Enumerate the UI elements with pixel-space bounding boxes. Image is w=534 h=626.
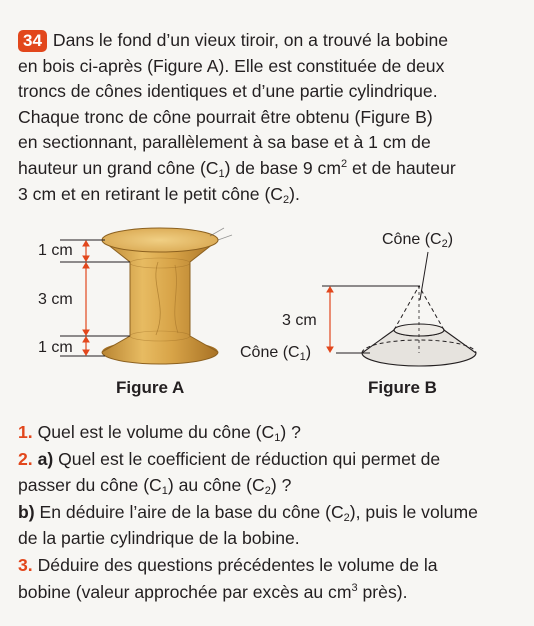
question-3-line-1: 3. Déduire des questions précédentes le volume de la bbox=[18, 554, 438, 575]
intro-line-1: Dans le fond d’un vieux tiroir, on a trouvé la bobine bbox=[52, 30, 449, 50]
figure-a-bobbin bbox=[102, 228, 232, 364]
figure-b-cone-c1-label: Cône $(C_1)$ bbox=[240, 344, 312, 363]
exercise-number-badge: 34 bbox=[18, 30, 47, 52]
figure-b-cone bbox=[336, 252, 476, 366]
intro-line-2: en bois ci-après (Figure A). Elle est constituée de deux bbox=[18, 55, 445, 76]
figure-b-height-label: 3 cm bbox=[282, 312, 317, 329]
figure-a-middle-height: 3 cm bbox=[38, 291, 73, 308]
figure-a-label: Figure A bbox=[116, 378, 185, 397]
question-2a-line-1: 2. a) Quel est le coefficient de réduction qui permet de bbox=[18, 448, 441, 469]
intro-line-4: Chaque tronc de cône pourrait être obtenu (Figure B) bbox=[18, 106, 433, 127]
intro-line-3: troncs de cônes identiques et d’une partie cylindrique. bbox=[18, 81, 438, 102]
intro-line-7: 3 cm et en retirant le petit cône $(C_2)$. bbox=[18, 183, 300, 206]
figure-b-cone-c2-label: Cône $(C_2)$ bbox=[382, 231, 454, 250]
figure-a-top-height: 1 cm bbox=[38, 242, 73, 259]
question-2b-line-2: de la partie cylindrique de la bobine. bbox=[18, 528, 300, 549]
question-1: 1. Quel est le volume du cône $(C_1)$ ? bbox=[18, 422, 301, 444]
figure-b-label: Figure B bbox=[368, 378, 437, 397]
figure-a-bottom-height: 1 cm bbox=[38, 339, 73, 356]
question-2b-line-1: b) En déduire l’aire de la base du cône $(C_2)$, puis le volume bbox=[18, 501, 478, 524]
intro-line-5: en sectionnant, parallèlement à sa base et à 1 cm de bbox=[18, 132, 431, 153]
question-2a-line-2: passer du cône $(C_1)$ au cône $(C_2)$ ? bbox=[18, 475, 292, 498]
question-3-line-2: bobine (valeur approchée par excès au $cm^3$ près). bbox=[18, 581, 408, 602]
exercise-questions bbox=[18, 419, 518, 605]
intro-line-6: hauteur un grand cône $(C_1)$ de base 9 $cm^2$ et de hauteur bbox=[18, 157, 456, 180]
